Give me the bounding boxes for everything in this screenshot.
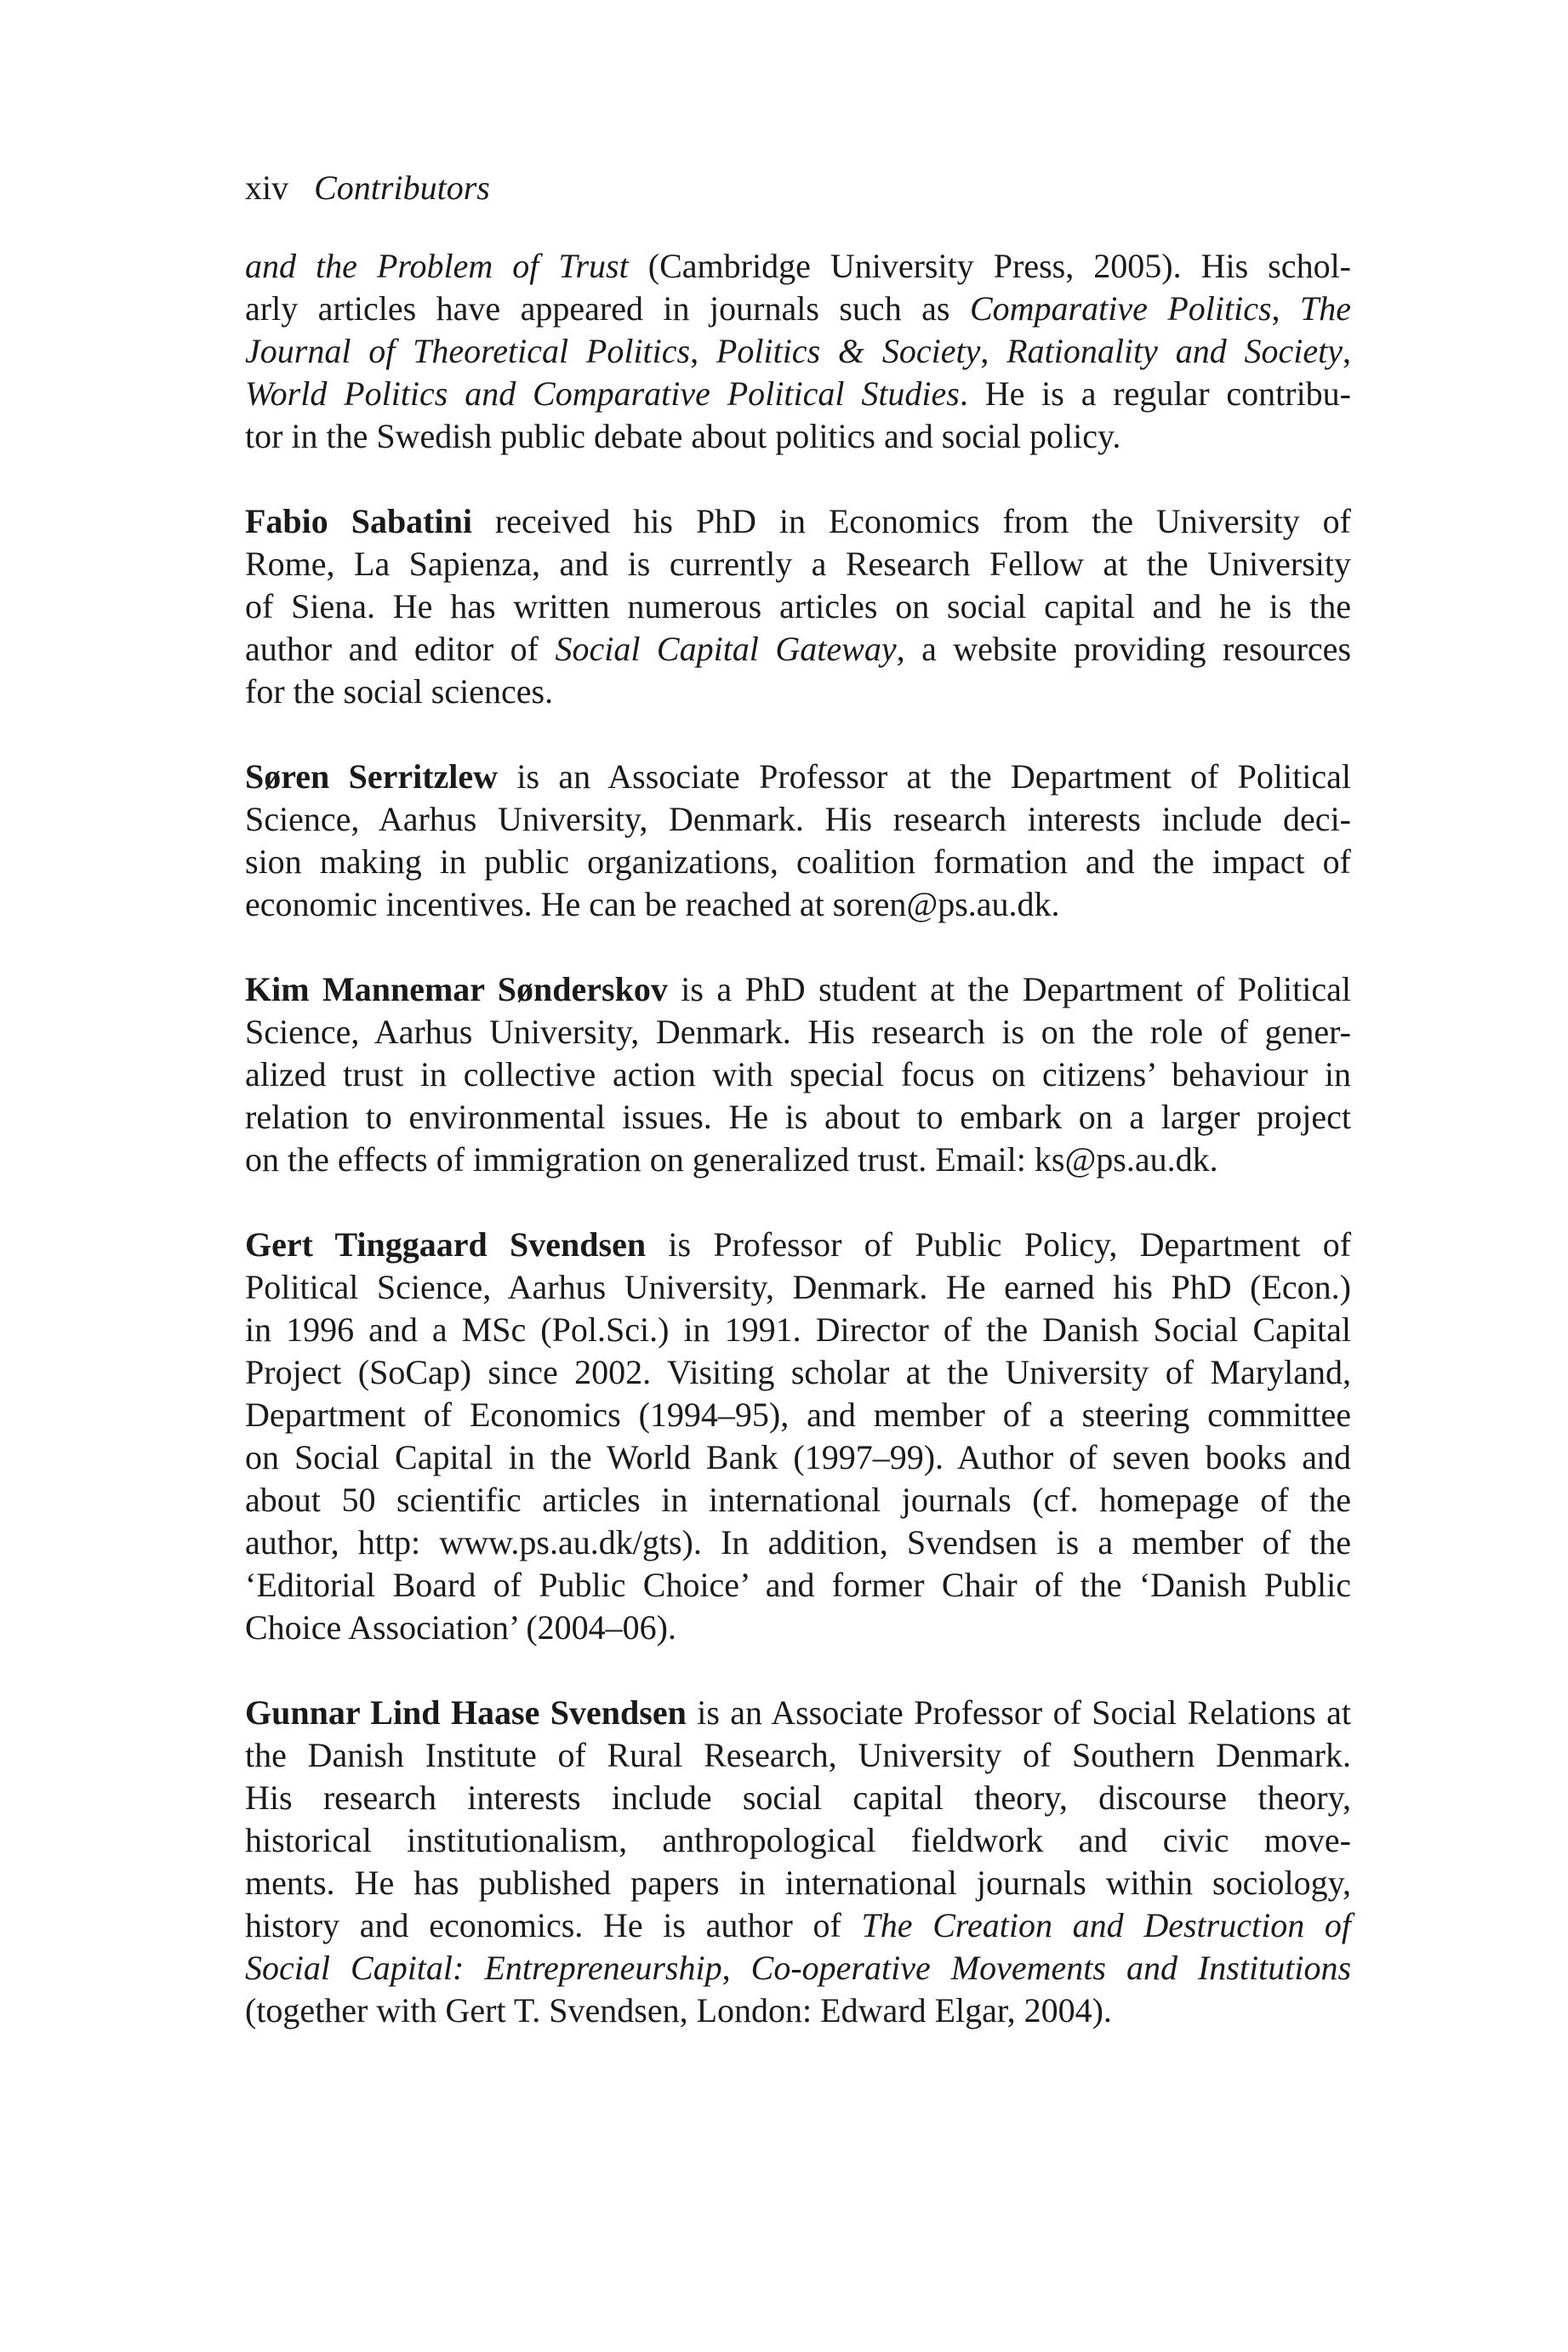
- italic-title: Social Capital: Entrepreneurship: [245, 1949, 722, 1987]
- italic-title: Journal of Theoretical Politics: [245, 332, 691, 370]
- italic-title: World Politics and Comparative Political Studies: [245, 374, 960, 413]
- text-line: [245, 1053, 1351, 1096]
- italic-title: The Creation and Destruction of: [861, 1906, 1352, 1944]
- text-run: on Social Capital in the World Bank (1997–99). Author of seven books and: [245, 1438, 1351, 1476]
- text-run: is a PhD student at the Department of Political: [667, 970, 1351, 1008]
- text-run: Rome, La Sapienza, and is currently a Research Fellow at the University: [245, 545, 1351, 583]
- text-line: [245, 1479, 1351, 1521]
- text-line: [245, 671, 1351, 713]
- text-run: is an Associate Professor at the Department of Political: [498, 757, 1351, 796]
- text-run: tor in the Swedish public debate about politics and social policy.: [245, 417, 1121, 455]
- text-line: [245, 1096, 1351, 1139]
- text-line: [245, 415, 1351, 458]
- text-line: [245, 628, 1351, 671]
- text-line: [245, 1394, 1351, 1436]
- contributors-list: [245, 245, 1351, 2032]
- text-line: [245, 841, 1351, 883]
- text-run: author and editor of: [245, 630, 556, 668]
- text-line: [245, 1819, 1351, 1862]
- page-number: xiv: [245, 168, 289, 207]
- text-line: [245, 1351, 1351, 1394]
- contributor-name: Gunnar Lind Haase Svendsen: [245, 1693, 687, 1732]
- text-run: about 50 scientific articles in international journals (cf. homepage of the: [245, 1481, 1351, 1519]
- text-line: [245, 1224, 1351, 1266]
- contributor-entry-continued: [245, 245, 1351, 458]
- text-run: Project (SoCap) since 2002. Visiting scholar at the University of Maryland,: [245, 1353, 1351, 1391]
- contributor-entry: [245, 1224, 1351, 1649]
- text-line: [245, 1564, 1351, 1607]
- text-line: [245, 1692, 1351, 1734]
- contributor-entry: [245, 756, 1351, 926]
- text-line: [245, 543, 1351, 585]
- text-line: [245, 1436, 1351, 1479]
- contributor-entry: [245, 968, 1351, 1181]
- text-run: in 1996 and a MSc (Pol.Sci.) in 1991. Director of the Danish Social Capital: [245, 1310, 1351, 1349]
- text-line: [245, 1862, 1351, 1904]
- text-run: alized trust in collective action with special focus on citizens’ behaviour in: [245, 1055, 1351, 1093]
- text-run: ,: [1343, 332, 1352, 370]
- italic-title: Politics & Society: [716, 332, 981, 370]
- text-run: Science, Aarhus University, Denmark. His research interests include deci-: [245, 800, 1351, 838]
- book-page: [245, 167, 1351, 2075]
- text-run: (together with Gert T. Svendsen, London: Edward Elgar, 2004).: [245, 1991, 1112, 2029]
- running-head: [245, 167, 1351, 209]
- text-line: [245, 585, 1351, 628]
- text-run: . He is a regular contribu-: [959, 374, 1351, 413]
- text-run: economic incentives. He can be reached at soren@ps.au.dk.: [245, 885, 1060, 923]
- text-run: the Danish Institute of Rural Research, University of Southern Denmark.: [245, 1736, 1351, 1774]
- italic-title: Comparative Politics: [969, 289, 1272, 328]
- text-run: received his PhD in Economics from the University of: [471, 502, 1352, 540]
- text-line: [245, 1521, 1351, 1564]
- text-run: Political Science, Aarhus University, Denmark. He earned his PhD (Econ.): [245, 1268, 1351, 1306]
- text-line: [245, 1904, 1351, 1947]
- text-line: [245, 1989, 1351, 2032]
- text-line: [245, 798, 1351, 841]
- running-head-title: Contributors: [314, 168, 490, 207]
- text-line: [245, 1777, 1351, 1819]
- text-run: historical institutionalism, anthropological fieldwork and civic move-: [245, 1821, 1351, 1859]
- text-run: Choice Association’ (2004–06).: [245, 1608, 676, 1647]
- text-line: [245, 1266, 1351, 1309]
- text-run: is Professor of Public Policy, Department of: [646, 1225, 1352, 1264]
- italic-title: Co-operative Movements and Institutions: [750, 1949, 1352, 1987]
- text-line: [245, 1947, 1351, 1989]
- text-line: [245, 1011, 1351, 1053]
- text-run: ,: [1271, 289, 1301, 328]
- italic-title: and the Problem of Trust: [245, 247, 629, 285]
- text-run: relation to environmental issues. He is about to embark on a larger project: [245, 1098, 1351, 1136]
- text-line: [245, 330, 1351, 373]
- text-line: [245, 756, 1351, 798]
- text-run: ments. He has published papers in international journals within sociology,: [245, 1864, 1351, 1902]
- text-run: author, http: www.ps.au.dk/gts). In addition, Svendsen is a member of the: [245, 1523, 1351, 1561]
- text-line: [245, 245, 1351, 288]
- text-run: arly articles have appeared in journals such as: [245, 289, 970, 328]
- text-run: ‘Editorial Board of Public Choice’ and former Chair of the ‘Danish Public: [245, 1566, 1351, 1604]
- text-run: His research interests include social capital theory, discourse theory,: [245, 1778, 1351, 1817]
- text-run: for the social sciences.: [245, 672, 554, 711]
- text-line: [245, 373, 1351, 415]
- italic-title: Rationality and Society: [1006, 332, 1343, 370]
- contributor-name: Gert Tinggaard Svendsen: [245, 1225, 647, 1264]
- text-run: of Siena. He has written numerous articles on social capital and he is the: [245, 587, 1351, 625]
- italic-title: The: [1300, 289, 1352, 328]
- contributor-name: Kim Mannemar Sønderskov: [245, 970, 668, 1008]
- text-run: ,: [721, 1949, 751, 1987]
- text-run: ,: [690, 332, 716, 370]
- text-run: on the effects of immigration on generalized trust. Email: ks@ps.au.dk.: [245, 1140, 1218, 1179]
- text-line: [245, 1734, 1351, 1777]
- text-run: (Cambridge University Press, 2005). His schol-: [628, 247, 1351, 285]
- contributor-name: Søren Serritzlew: [245, 757, 499, 796]
- italic-title: Social Capital Gateway: [555, 630, 897, 668]
- contributor-name: Fabio Sabatini: [245, 502, 472, 540]
- text-line: [245, 1607, 1351, 1649]
- text-run: Science, Aarhus University, Denmark. His research is on the role of gener-: [245, 1013, 1351, 1051]
- text-run: , a website providing resources: [896, 630, 1352, 668]
- contributor-entry: [245, 500, 1351, 713]
- text-run: Department of Economics (1994–95), and member of a steering committee: [245, 1396, 1351, 1434]
- text-line: [245, 968, 1351, 1011]
- text-run: ,: [980, 332, 1007, 370]
- text-line: [245, 500, 1351, 543]
- text-line: [245, 1309, 1351, 1351]
- text-run: sion making in public organizations, coalition formation and the impact of: [245, 842, 1351, 881]
- text-line: [245, 883, 1351, 926]
- text-run: history and economics. He is author of: [245, 1906, 862, 1944]
- contributor-entry: [245, 1692, 1351, 2032]
- text-run: is an Associate Professor of Social Relations at: [686, 1693, 1351, 1732]
- text-line: [245, 288, 1351, 330]
- text-line: [245, 1139, 1351, 1181]
